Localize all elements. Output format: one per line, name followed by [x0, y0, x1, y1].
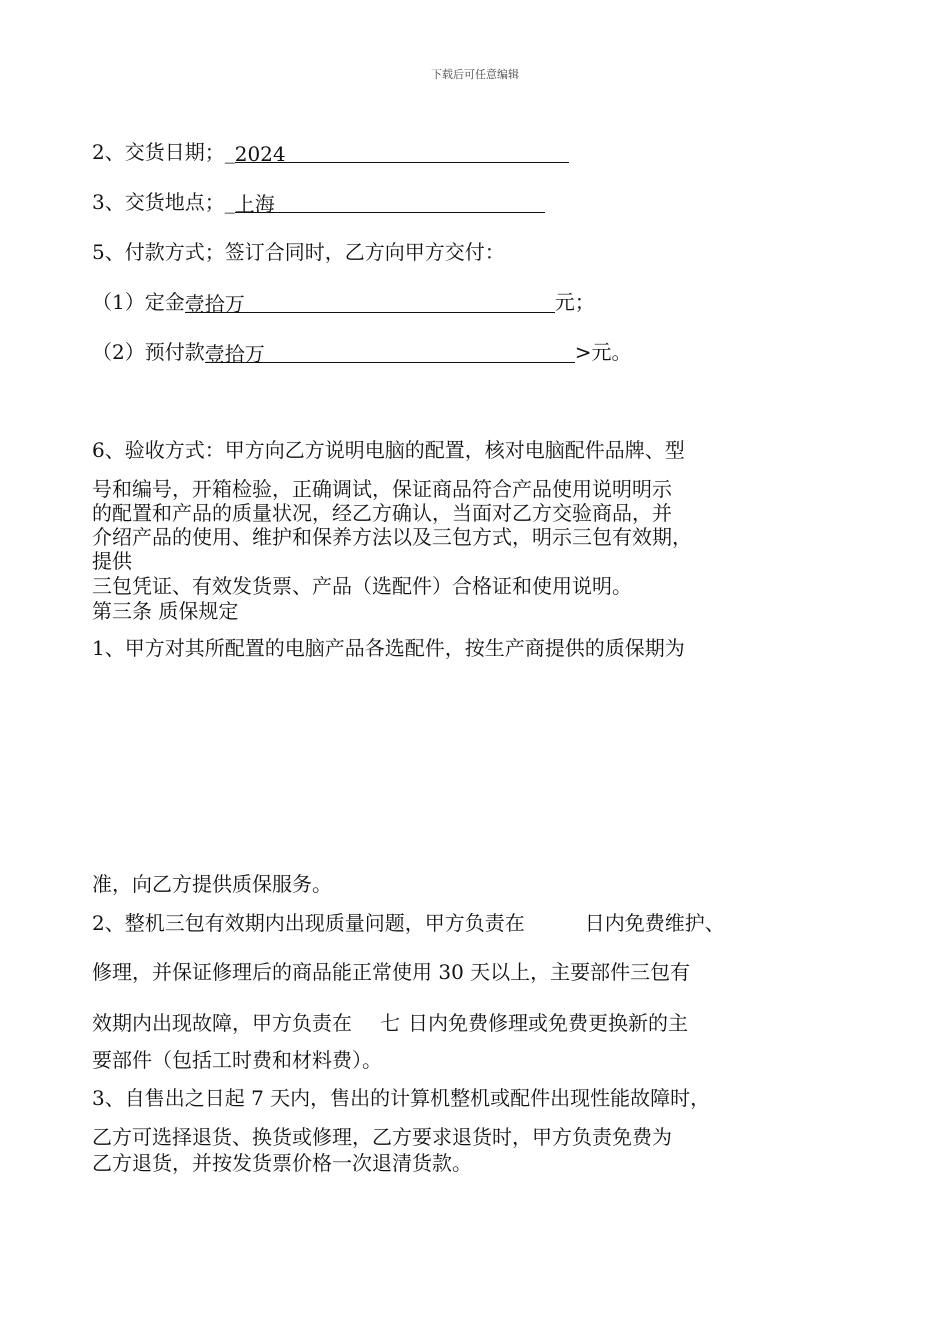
page-header-note: 下载后可任意编辑	[431, 68, 519, 81]
delivery-date-line	[92, 140, 569, 164]
delivery-date-field	[234, 142, 569, 166]
clause3-line-3: 乙方退货，并按发货票价格一次退清货款。	[92, 1151, 472, 1175]
advance-field	[204, 342, 575, 366]
delivery-place-line	[92, 190, 545, 214]
advance-label: （2）预付款	[92, 340, 205, 364]
deposit-line	[92, 290, 595, 314]
deposit-unit: 元；	[554, 290, 595, 314]
advance-line	[92, 340, 632, 364]
clause2-line-3-a: 效期内出现故障，甲方负责在	[92, 1011, 352, 1035]
deposit-field	[184, 292, 555, 316]
deposit-value: 壹拾万	[184, 292, 245, 316]
payment-intro: 5、付款方式；签订合同时，乙方向甲方交付：	[92, 240, 505, 264]
advance-unit: >元。	[574, 340, 632, 364]
acceptance-line-6: 三包凭证、有效发货票、产品（选配件）合格证和使用说明。	[92, 574, 632, 598]
clause1-line-b: 准，向乙方提供质保服务。	[92, 872, 332, 896]
deposit-label: （1）定金	[92, 290, 185, 314]
delivery-place-prefix: _	[224, 190, 235, 214]
acceptance-line-5: 提供	[92, 549, 132, 573]
acceptance-line-1: 6、验收方式：甲方向乙方说明电脑的配置，核对电脑配件品牌、型	[92, 438, 685, 462]
acceptance-line-2: 号和编号，开箱检验，正确调试，保证商品符合产品使用说明明示	[92, 477, 672, 501]
delivery-place-field	[234, 192, 545, 216]
clause2-line-3-b: 日内免费修理或免费更换新的主	[408, 1011, 688, 1035]
clause2-line-2: 修理，并保证修理后的商品能正常使用 30 天以上，主要部件三包有	[92, 960, 691, 984]
clause1-line-a: 1、甲方对其所配置的电脑产品各选配件，按生产商提供的质保期为	[92, 636, 685, 660]
delivery-place-value: 上海	[234, 192, 275, 216]
delivery-date-label: 2、交货日期；	[92, 140, 225, 164]
clause2-repair-days: 七	[380, 1011, 400, 1035]
clause2-line-1-a: 2、整机三包有效期内出现质量问题，甲方负责在	[92, 911, 525, 935]
acceptance-line-3: 的配置和产品的质量状况，经乙方确认，当面对乙方交验商品，并	[92, 501, 672, 525]
delivery-place-label: 3、交货地点；	[92, 190, 225, 214]
clause2-line-1	[92, 911, 725, 935]
acceptance-line-4: 介绍产品的使用、维护和保养方法以及三包方式，明示三包有效期，	[92, 525, 692, 549]
clause2-line-1-b: 日内免费维护、	[584, 911, 725, 935]
delivery-date-value: 2024	[234, 142, 286, 166]
clause2-line-3	[92, 1011, 688, 1035]
clause3-line-2: 乙方可选择退货、换货或修理，乙方要求退货时，甲方负责免费为	[92, 1125, 672, 1149]
clause2-line-4: 要部件（包括工时费和材料费）。	[92, 1048, 382, 1072]
advance-value: 壹拾万	[204, 342, 265, 366]
delivery-date-prefix: _	[224, 140, 235, 164]
clause3-line-1: 3、自售出之日起 7 天内，售出的计算机整机或配件出现性能故障时，	[92, 1086, 711, 1110]
article3-title: 第三条 质保规定	[92, 599, 239, 623]
